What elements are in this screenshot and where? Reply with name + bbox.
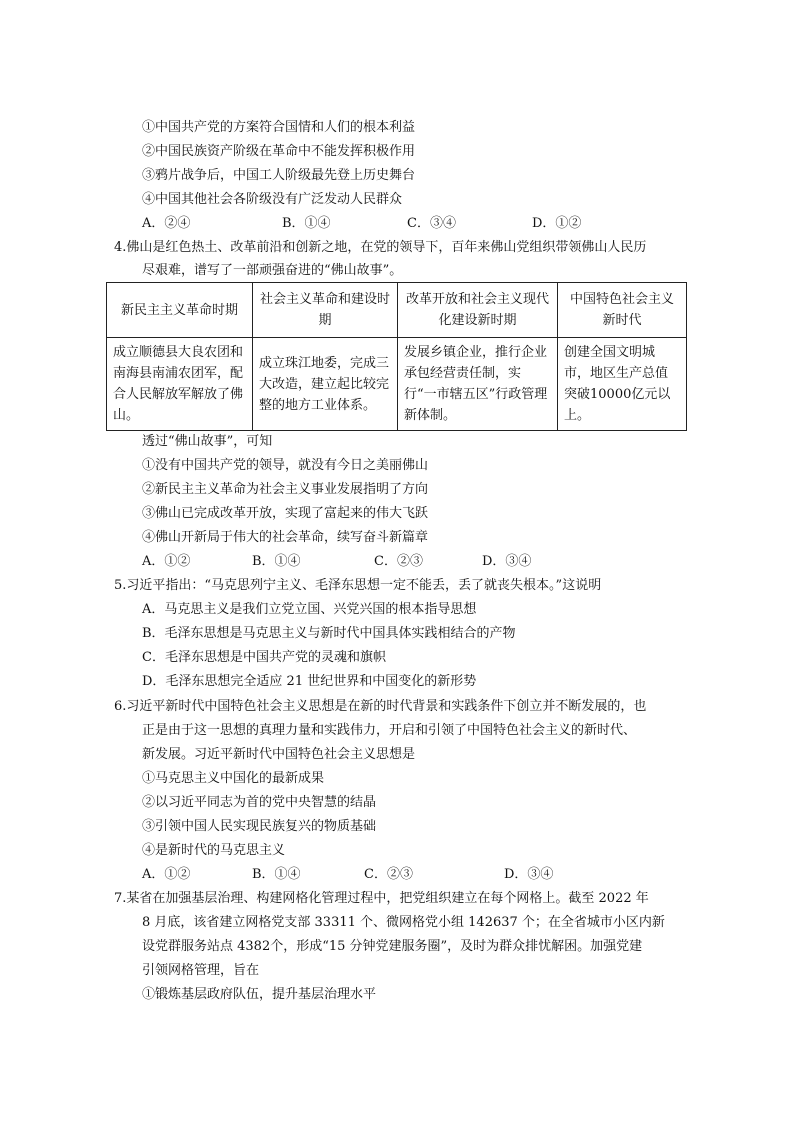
- q6-option-a[interactable]: A．①②: [142, 867, 191, 882]
- table-header-cell: 中国特色社会主义新时代: [558, 283, 687, 338]
- q7-stem-line-2: 8 月底，该省建立网格党支部 33311 个、微网格党小组 142637 个；在全省城市小区内新: [142, 915, 665, 930]
- q4-item-1: ①没有中国共产党的领导，就没有今日之美丽佛山: [142, 458, 429, 473]
- q3-option-b[interactable]: B．①④: [282, 216, 331, 231]
- q3-options: [142, 214, 642, 234]
- q6-item-3: ③引领中国人民实现民族复兴的物质基础: [142, 819, 377, 834]
- q6-option-b[interactable]: B．①④: [252, 867, 301, 882]
- q4-option-a[interactable]: A．①②: [142, 554, 191, 569]
- table-cell: 成立珠江地委，完成三大改造，建立起比较完整的地方工业体系。: [253, 338, 398, 431]
- q5-stem: 5.习近平指出：“马克思列宁主义、毛泽东思想一定不能丢，丢了就丧失根本。”这说明: [114, 578, 602, 593]
- q4-option-b[interactable]: B．①④: [252, 554, 301, 569]
- q6-option-d[interactable]: D．③④: [504, 867, 554, 882]
- q6-option-c[interactable]: C．②③: [364, 867, 413, 882]
- q7-item-1: ①锻炼基层政府队伍，提升基层治理水平: [142, 987, 377, 1002]
- q3-item-1: ①中国共产党的方案符合国情和人们的根本利益: [142, 120, 416, 135]
- q3-option-a[interactable]: A．②④: [142, 216, 191, 231]
- q4-option-c[interactable]: C．②③: [374, 554, 423, 569]
- table-header-cell: 改革开放和社会主义现代化建设新时期: [398, 283, 558, 338]
- q3-item-2: ②中国民族资产阶级在革命中不能发挥积极作用: [142, 144, 416, 159]
- q3-item-4: ④中国其他社会各阶级没有广泛发动人民群众: [142, 192, 403, 207]
- q4-item-2: ②新民主主义革命为社会主义事业发展指明了方向: [142, 482, 429, 497]
- q3-option-d[interactable]: D．①②: [532, 216, 582, 231]
- q4-options: [142, 552, 642, 572]
- q4-stem-line-1: 4.佛山是红色热土、改革前沿和创新之地，在党的领导下，百年来佛山党组织带领佛山人民历: [114, 240, 647, 255]
- q6-item-1: ①马克思主义中国化的最新成果: [142, 771, 325, 786]
- table-header-cell: 社会主义革命和建设时期: [253, 283, 398, 338]
- q6-stem-line-1: 6.习近平新时代中国特色社会主义思想是在新的时代背景和实践条件下创立并不断发展的，也: [114, 699, 647, 714]
- q4-option-d[interactable]: D．③④: [482, 554, 532, 569]
- q7-stem-line-3: 设党群服务站点 4382个，形成“15 分钟党建服务圈”，及时为群众排忧解困。加强党建: [142, 939, 643, 954]
- table-header-row: [107, 283, 687, 338]
- q5-choice-b[interactable]: B．毛泽东思想是马克思主义与新时代中国具体实践相结合的产物: [142, 626, 516, 641]
- q4-item-4: ④佛山开新局于伟大的社会革命，续写奋斗新篇章: [142, 530, 429, 545]
- q3-item-3: ③鸦片战争后，中国工人阶级最先登上历史舞台: [142, 168, 416, 183]
- q5-choice-a[interactable]: A．马克思主义是我们立党立国、兴党兴国的根本指导思想: [142, 602, 477, 617]
- q3-option-c[interactable]: C．③④: [407, 216, 456, 231]
- q6-item-2: ②以习近平同志为首的党中央智慧的结晶: [142, 795, 377, 810]
- q5-choice-d[interactable]: D．毛泽东思想完全适应 21 世纪世界和中国变化的新形势: [142, 674, 477, 689]
- q4-stem-line-2: 尽艰难，谱写了一部顽强奋进的“佛山故事”。: [142, 263, 403, 278]
- q7-stem-line-1: 7.某省在加强基层治理、构建网格化管理过程中，把党组织建立在每个网格上。截至 2022 年: [114, 891, 649, 906]
- table-cell: 创建全国文明城市，地区生产总值突破10000亿元以上。: [558, 338, 687, 431]
- q6-stem-line-3: 新发展。习近平新时代中国特色社会主义思想是: [142, 747, 416, 762]
- q6-options: [142, 865, 642, 885]
- table-cell: 发展乡镇企业，推行企业承包经营责任制，实行“一市辖五区”行政管理新体制。: [398, 338, 558, 431]
- table-row: [107, 338, 687, 431]
- foshan-story-table: [106, 282, 687, 431]
- q6-item-4: ④是新时代的马克思主义: [142, 843, 286, 858]
- q4-lead: 透过“佛山故事”，可知: [142, 434, 273, 449]
- table-cell: 成立顺德县大良农团和南海县南浦农团军，配合人民解放军解放了佛山。: [107, 338, 253, 431]
- table-header-cell: 新民主主义革命时期: [107, 283, 253, 338]
- q5-choice-c[interactable]: C．毛泽东思想是中国共产党的灵魂和旗帜: [142, 650, 386, 665]
- q4-item-3: ③佛山已完成改革开放，实现了富起来的伟大飞跃: [142, 506, 429, 521]
- q7-stem-line-4: 引领网格管理，旨在: [142, 963, 260, 978]
- q6-stem-line-2: 正是由于这一思想的真理力量和实践伟力，开启和引领了中国特色社会主义的新时代、: [142, 723, 637, 738]
